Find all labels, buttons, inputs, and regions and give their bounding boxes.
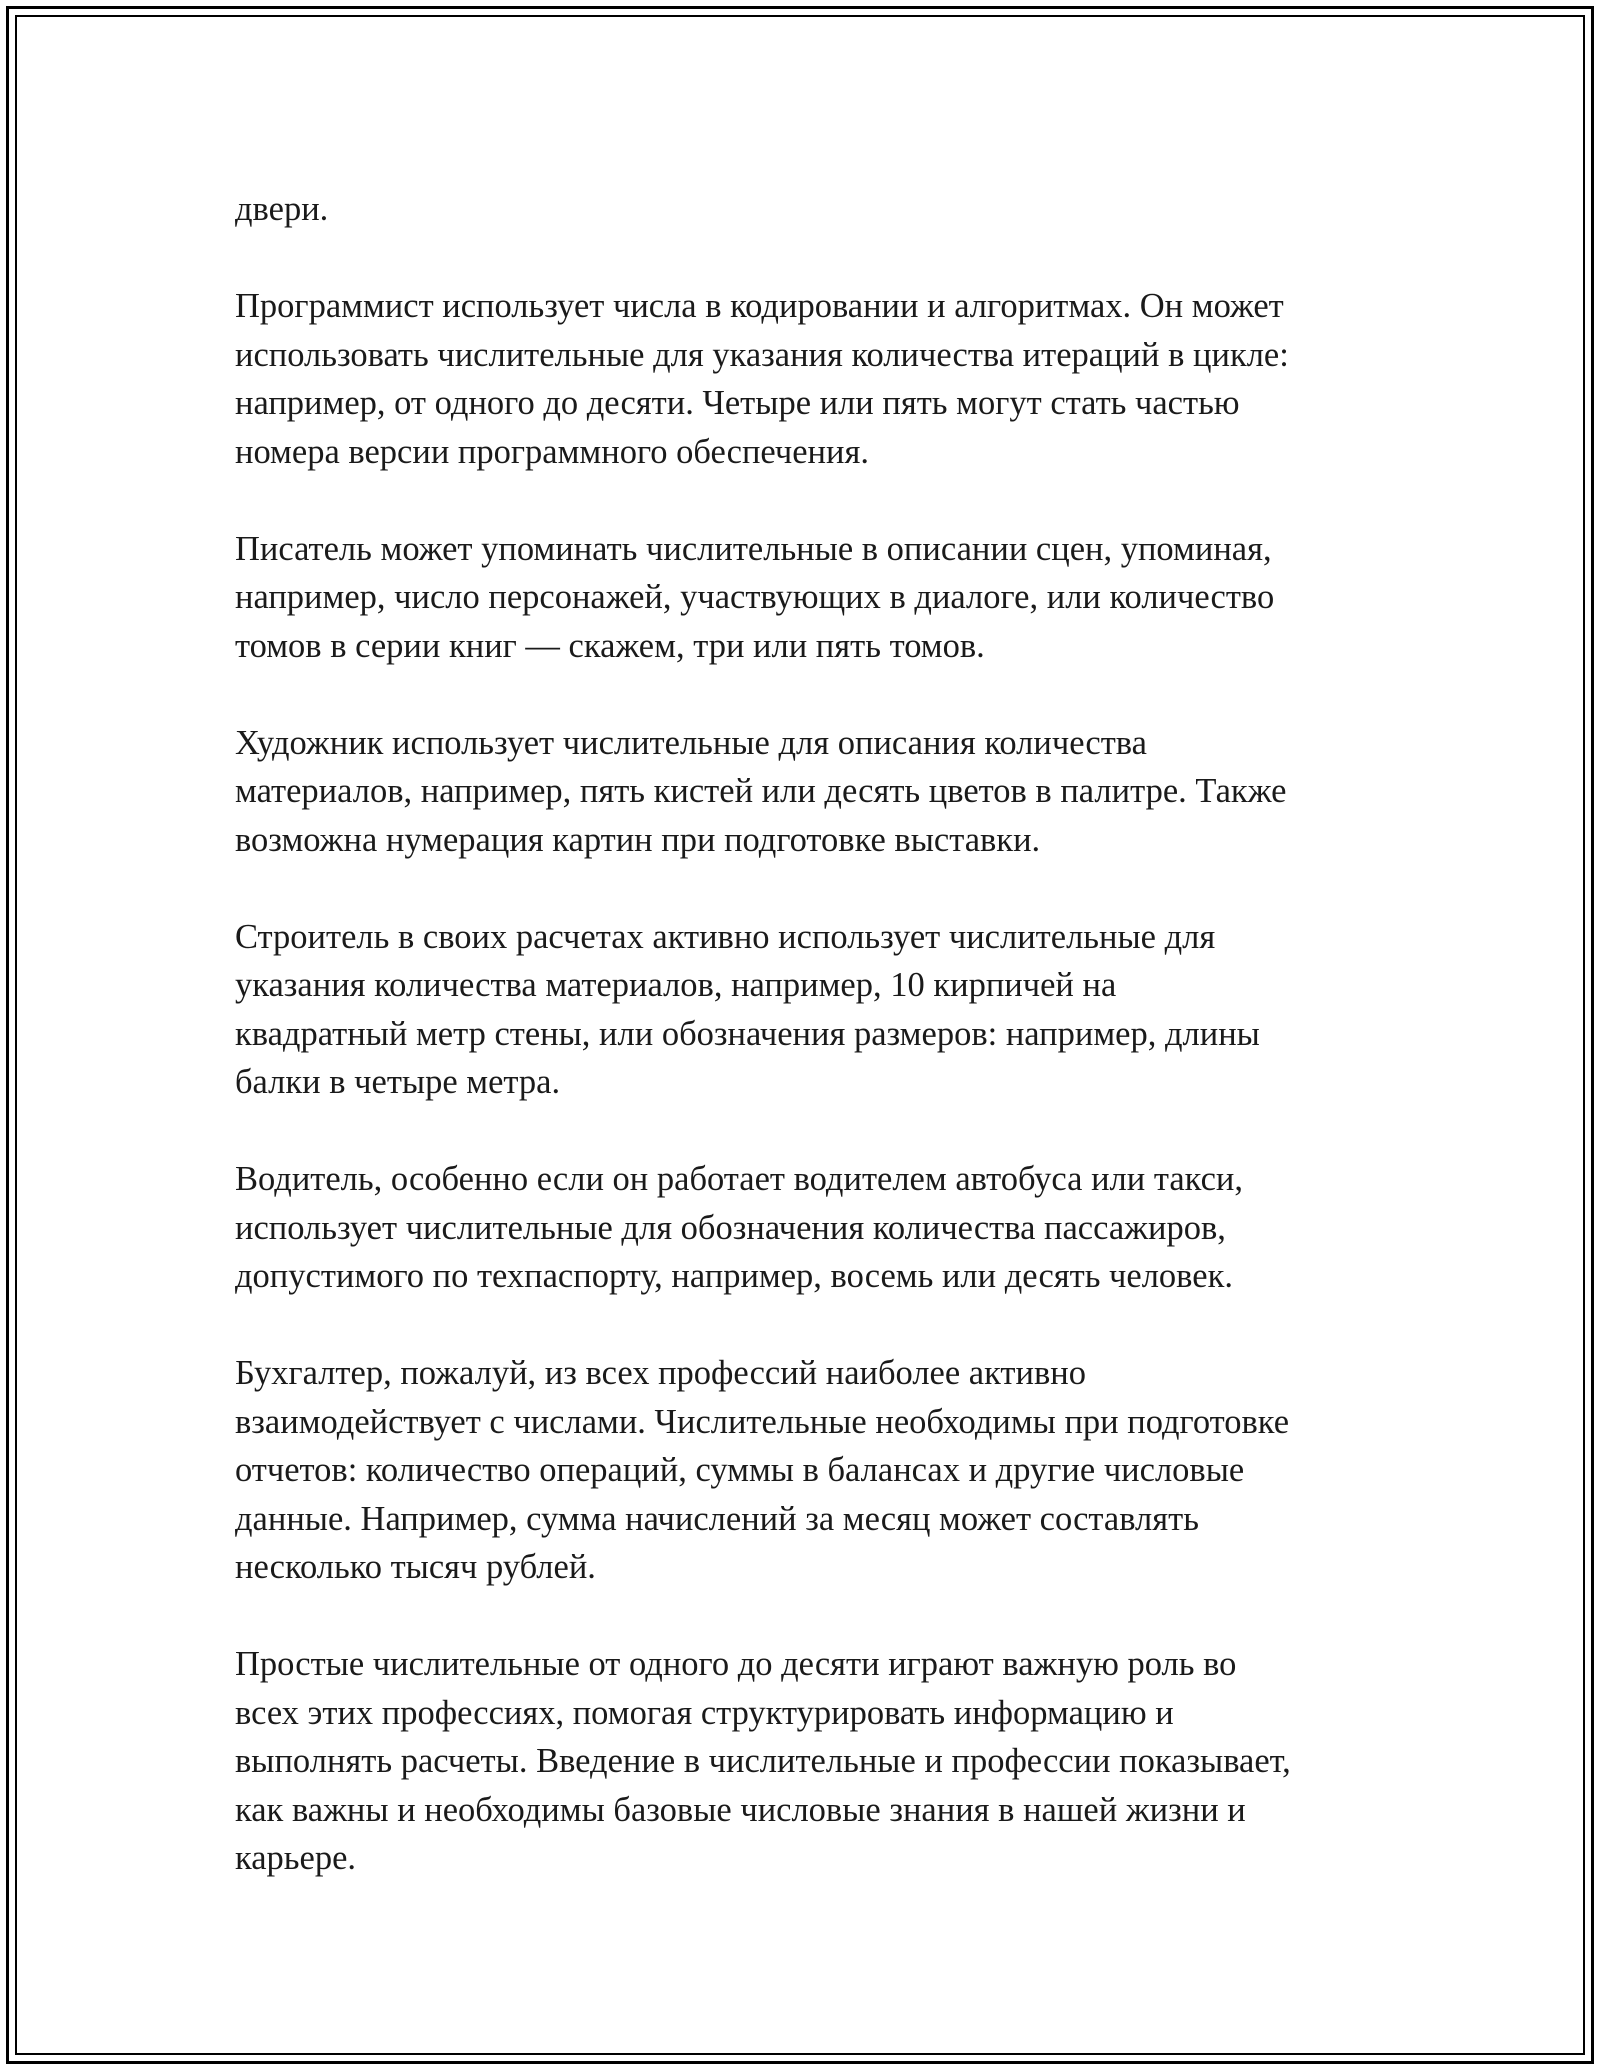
paragraph-continuation: двери.: [235, 190, 329, 228]
paragraph-driver: Водитель, особенно если он работает водителем автобуса или такси, использует числительные для обозначения количества пассажиров, допустимого по техпаспорту, например, восемь или десять человек.: [235, 1160, 1243, 1295]
document-body: [235, 185, 1375, 1931]
paragraph-writer: Писатель может упоминать числительные в описании сцен, упоминая, например, число персонажей, участвующих в диалоге, или количество томов в серии книг — скажем, три или пять томов.: [235, 529, 1275, 665]
paragraph-artist: Художник использует числительные для описания количества материалов, например, пять кистей или десять цветов в палитре. Также возможна нумерация картин при подготовке выставки.: [235, 723, 1287, 859]
paragraph-builder: Строитель в своих расчетах активно использует числительные для указания количества материалов, например, 10 кирпичей на квадратный метр стены, или обозначения размеров: например, длины балки в четыре метра.: [235, 917, 1260, 1101]
paragraph-accountant: Бухгалтер, пожалуй, из всех профессий наиболее активно взаимодействует с числами. Числительные необходимы при подготовке отчетов: количество операций, суммы в балансах и другие числовые данные. Например, сумма начислений за месяц может составлять несколько тысяч рублей.: [235, 1354, 1290, 1586]
paragraph-programmer: Программист использует числа в кодировании и алгоритмах. Он может использовать числительные для указания количества итераций в цикле: например, от одного до десяти. Четыре или пять могут стать частью номера версии программного обеспечения.: [235, 287, 1289, 471]
paragraph-conclusion: Простые числительные от одного до десяти играют важную роль во всех этих профессиях, помогая структурировать информацию и выполнять расчеты. Введение в числительные и профессии показывает, как важны и необходимы базовые числовые знания в нашей жизни и карьере.: [235, 1645, 1291, 1877]
